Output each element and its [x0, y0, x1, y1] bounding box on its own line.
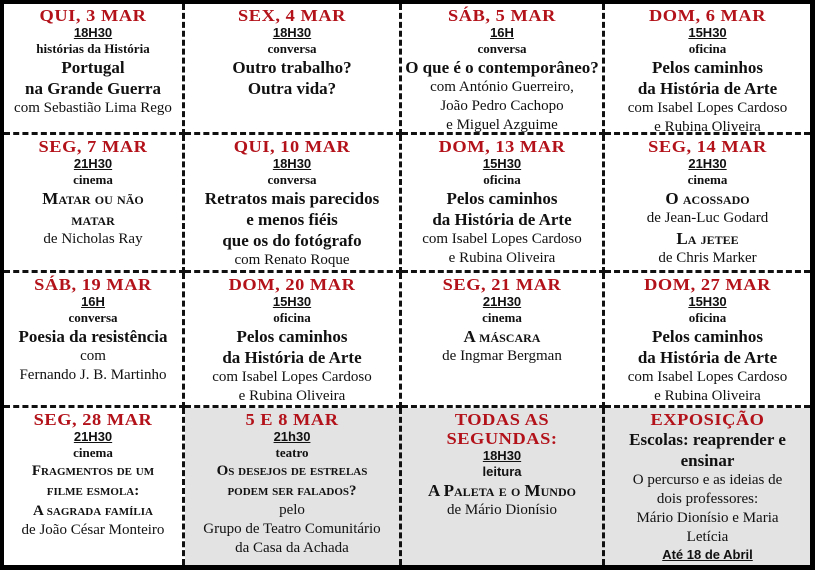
exhibition-description: dois professores:: [656, 491, 759, 507]
event-card: [185, 4, 402, 135]
event-type: cinema: [73, 445, 113, 460]
film-director: de Chris Marker: [658, 250, 757, 266]
event-title: da História de Arte: [637, 348, 778, 367]
event-card: [402, 273, 605, 408]
event-type: oficina: [688, 41, 727, 56]
event-title: Pelos caminhos: [236, 327, 348, 346]
event-time: 16H: [490, 25, 514, 40]
event-title: Pelos caminhos: [446, 189, 558, 208]
film-title: matar: [71, 210, 115, 229]
exhibition-description: Mário Dionísio e Maria: [636, 510, 779, 526]
event-title: que os do fotógrafo: [222, 231, 362, 250]
event-card: [402, 408, 605, 565]
event-host: com Isabel Lopes Cardoso: [422, 231, 582, 247]
event-title: Outra vida?: [247, 79, 337, 98]
event-host: da Casa da Achada: [235, 540, 349, 556]
event-time: 18H30: [272, 156, 312, 171]
event-date: QUI, 3 MAR: [39, 6, 147, 25]
event-host: com Isabel Lopes Cardoso: [212, 369, 372, 385]
event-host: com Isabel Lopes Cardoso: [627, 369, 788, 385]
event-type: conversa: [477, 41, 527, 56]
event-time: 18H30: [482, 448, 522, 463]
event-date: DOM, 13 MAR: [438, 137, 566, 156]
event-title: e menos fiéis: [246, 210, 338, 229]
event-title: da História de Arte: [637, 79, 778, 98]
event-host: com Renato Roque: [234, 252, 350, 268]
program-poster: [4, 4, 810, 565]
event-grid: [4, 4, 810, 565]
event-type: conversa: [68, 310, 118, 325]
event-type: teatro: [275, 445, 309, 460]
play-title: Os desejos de estrelas: [216, 463, 368, 479]
event-title: na Grande Guerra: [25, 79, 161, 98]
event-host: e Miguel Azguime: [446, 117, 558, 133]
event-card: [185, 408, 402, 565]
event-time: 21h30: [273, 429, 311, 444]
event-date: SEG, 14 MAR: [648, 137, 767, 156]
event-host: com: [80, 348, 106, 364]
exhibition-title: Escolas: reaprender e: [629, 430, 786, 449]
event-date: SEG, 21 MAR: [442, 275, 562, 294]
film-director: de Ingmar Bergman: [442, 348, 562, 364]
event-card: [605, 273, 810, 408]
film-title: A sagrada família: [33, 503, 153, 519]
event-card: [605, 135, 810, 273]
event-time: 21H30: [482, 294, 522, 309]
event-time: 15H30: [688, 25, 727, 40]
event-host: e Rubina Oliveira: [654, 119, 761, 135]
event-type: histórias da História: [36, 41, 150, 56]
exhibition-card: [605, 408, 810, 565]
event-time: 15H30: [482, 156, 522, 171]
event-date: DOM, 6 MAR: [648, 6, 767, 25]
event-type: oficina: [273, 310, 311, 325]
event-title: Portugal: [61, 58, 125, 77]
film-director: de Nicholas Ray: [43, 231, 143, 247]
film-director: de João César Monteiro: [21, 522, 165, 538]
film-title: filme esmola:: [46, 483, 140, 499]
event-date: DOM, 27 MAR: [644, 275, 771, 294]
event-title: Poesia da resistência: [18, 327, 168, 346]
event-host: e Rubina Oliveira: [238, 388, 346, 404]
event-date: SÁB, 5 MAR: [448, 6, 556, 25]
event-date: DOM, 20 MAR: [228, 275, 356, 294]
film-title: A máscara: [463, 327, 541, 346]
event-date: 5 E 8 MAR: [245, 410, 339, 429]
event-card: [4, 135, 185, 273]
film-director: de Jean-Luc Godard: [646, 210, 769, 226]
event-card: [605, 4, 810, 135]
book-title: A Paleta e o Mundo: [428, 481, 576, 500]
film-title: Fragmentos de um: [31, 463, 155, 479]
event-date: SEG, 28 MAR: [33, 410, 153, 429]
event-host: com António Guerreiro,: [430, 79, 574, 95]
event-card: [4, 273, 185, 408]
event-card: [185, 273, 402, 408]
event-card: [185, 135, 402, 273]
event-host: pelo: [279, 502, 305, 518]
event-type: oficina: [688, 310, 727, 325]
event-host: com Sebastião Lima Rego: [14, 100, 172, 116]
event-host: e Rubina Oliveira: [448, 250, 556, 266]
event-host: e Rubina Oliveira: [654, 388, 761, 404]
event-date: TODAS AS: [454, 410, 550, 429]
event-type: conversa: [267, 172, 317, 187]
event-type: oficina: [483, 172, 521, 187]
event-host: Grupo de Teatro Comunitário: [203, 521, 381, 537]
event-type: leitura: [482, 464, 522, 479]
event-title: Pelos caminhos: [652, 58, 763, 77]
event-time: 15H30: [688, 294, 727, 309]
event-time: 18H30: [73, 25, 113, 40]
event-time: 21H30: [73, 429, 113, 444]
film-title: Matar ou não: [42, 189, 144, 208]
film-title: La jetee: [676, 229, 739, 248]
play-title: podem ser falados?: [227, 483, 357, 499]
event-card: [4, 408, 185, 565]
event-type: cinema: [73, 172, 113, 187]
book-author: de Mário Dionísio: [447, 502, 557, 518]
event-card: [4, 4, 185, 135]
film-title: O acossado: [665, 189, 750, 208]
event-date: SÁB, 19 MAR: [34, 275, 152, 294]
event-date: QUI, 10 MAR: [233, 137, 351, 156]
event-date: SEG, 7 MAR: [38, 137, 148, 156]
exhibition-label: EXPOSIÇÃO: [650, 410, 765, 429]
event-time: 15H30: [272, 294, 312, 309]
event-type: cinema: [482, 310, 522, 325]
event-date: SEGUNDAS:: [446, 429, 558, 448]
event-host: João Pedro Cachopo: [440, 98, 564, 114]
event-card: [402, 4, 605, 135]
event-title: da História de Arte: [432, 210, 572, 229]
event-title: O que é o contemporâneo?: [405, 58, 599, 77]
event-title: da História de Arte: [222, 348, 362, 367]
event-card: [402, 135, 605, 273]
event-title: Pelos caminhos: [652, 327, 763, 346]
event-time: 21H30: [73, 156, 113, 171]
event-host: com Isabel Lopes Cardoso: [627, 100, 788, 116]
event-time: 21H30: [688, 156, 727, 171]
event-time: 18H30: [272, 25, 312, 40]
exhibition-description: Letícia: [686, 529, 729, 545]
event-time: 16H: [81, 294, 105, 309]
event-host: Fernando J. B. Martinho: [19, 367, 167, 383]
event-type: cinema: [687, 172, 728, 187]
event-type: conversa: [267, 41, 317, 56]
exhibition-description: O percurso e as ideias de: [632, 472, 783, 488]
event-date: SEX, 4 MAR: [238, 6, 346, 25]
exhibition-until: Até 18 de Abril: [662, 547, 753, 562]
event-title: Outro trabalho?: [232, 58, 352, 77]
event-title: Retratos mais parecidos: [204, 189, 380, 208]
exhibition-title: ensinar: [680, 451, 735, 470]
